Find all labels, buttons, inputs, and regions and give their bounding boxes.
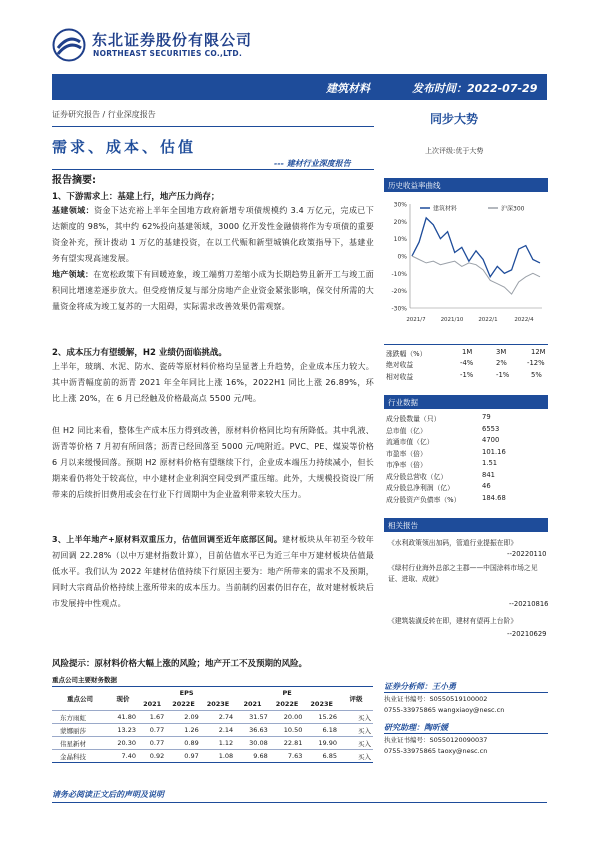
returns-header: 3M: [496, 348, 507, 356]
table-row: [52, 724, 373, 737]
column-header: 2022E: [172, 700, 195, 709]
value-cell: 1.67: [138, 711, 166, 724]
table-caption: 重点公司主要财务数据: [52, 676, 117, 684]
y-tick-label: -10%: [391, 270, 407, 278]
table-row: [52, 711, 373, 724]
value-cell: 0.77: [138, 737, 166, 750]
value-cell: 19.90: [304, 737, 339, 750]
industry-data-row: [386, 459, 546, 470]
company-name-cell: 东方雨虹: [52, 711, 108, 724]
y-tick-label: 20%: [393, 218, 407, 226]
divider: [52, 126, 374, 127]
industry-data-label: 流通市值（亿）: [386, 438, 434, 446]
y-tick-label: 30%: [393, 201, 407, 209]
related-report-date: --20210816: [509, 600, 549, 608]
company-name-cn: 东北证券股份有限公司: [92, 31, 253, 49]
company-name-cell: 蒙娜丽莎: [52, 724, 108, 737]
x-tick-label: 2022/1: [478, 317, 498, 323]
divider: [384, 344, 548, 345]
chart-section-label: 历史收益率曲线: [388, 181, 441, 190]
industry-data-label: 成分股总营收（亿）: [386, 472, 448, 481]
table-row: [52, 737, 373, 750]
returns-value: -4%: [460, 359, 474, 367]
value-cell: 2.09: [166, 711, 200, 724]
returns-header: 12M: [531, 348, 546, 356]
company-name-en: NORTHEAST SECURITIES CO.,LTD.: [93, 49, 243, 58]
returns-value: -1%: [496, 371, 510, 379]
footer-disclaimer[interactable]: 请务必阅读正文后的声明及说明: [52, 790, 164, 799]
section-heading: 2、成本压力有望缓解，H2 业绩仍面临挑战。: [52, 348, 227, 358]
series-line: [412, 256, 540, 294]
returns-header: 涨跌幅（%）: [386, 350, 427, 358]
industry-data-row: [386, 436, 546, 447]
industry-data-row: [386, 413, 546, 424]
returns-value: 2%: [496, 359, 507, 367]
returns-value: -1%: [460, 371, 474, 379]
rating: 同步大势: [430, 112, 479, 126]
industry-data-row: [386, 448, 546, 459]
paragraph-lead: 地产领域：: [52, 270, 94, 279]
returns-row: [386, 371, 546, 382]
value-cell: 0.89: [166, 737, 200, 750]
related-report-link[interactable]: 《建筑装潢反转在即，建材有望再上台阶》: [388, 617, 518, 625]
value-cell: 9.68: [235, 750, 270, 763]
risk-warning: 风险提示：原材料价格大幅上涨的风险；地产开工不及预期的风险。: [52, 659, 308, 669]
industry-data-value: 101.16: [482, 447, 506, 456]
industry-data-row: [386, 494, 546, 505]
column-header: EPS: [138, 687, 235, 699]
analyst-cert: 执业证书编号：S0550120090037: [384, 736, 488, 744]
industry-section-label: 行业数据: [388, 398, 418, 407]
industry-data-value: 841: [482, 470, 495, 479]
rating-cell: 买入: [339, 737, 373, 750]
paragraph-text: 建材板块从年初至今较年初回调 22.28%（以中万建材指数计算），目前估值水平已为近三年中万建材板块估值最低水平。我们认为 2022 年建材估值持续下行原因主要为：地产所带来的需求不及预期，同时大宗商品价格持续上涨所带来的成本压力。当前制约因素仍旧存在，故对建材板块后市发展持中性观点。: [52, 535, 374, 608]
industry-data-value: 46: [482, 482, 491, 490]
industry-data-label: 成分股资产负债率（%）: [386, 495, 461, 504]
column-header: 2023E: [206, 700, 230, 709]
x-tick-label: 2022/4: [514, 317, 534, 323]
rating-cell: 买入: [339, 711, 373, 724]
paragraph-text: 在宽松政策下有回暖迹象，竣工端剪刀差缩小成为长期趋势且新开工与竣工面积同比增速差逐步放大。但受疫情反复与部分房地产企业资金紧张影响，保交付所需的大量资金将成为竣工复苏的一大阻碍，实际需求改善效果仍需观察。: [52, 270, 375, 311]
paragraph: [52, 203, 374, 267]
column-header: 2021: [243, 700, 262, 709]
value-cell: 2.14: [201, 724, 235, 737]
column-header: 现价: [108, 687, 138, 711]
page-title: 需求、成本、估值: [52, 138, 197, 156]
banner-industry: 建筑材料: [326, 82, 370, 95]
divider: [384, 692, 548, 693]
company-name-cell: 金晶科技: [52, 750, 108, 763]
value-cell: 36.63: [235, 724, 270, 737]
value-cell: 0.77: [138, 724, 166, 737]
column-header: 评级: [339, 687, 373, 711]
y-tick-label: 10%: [393, 236, 407, 244]
value-cell: 2.74: [201, 711, 235, 724]
industry-data-row: [386, 425, 546, 436]
value-cell: 1.26: [166, 724, 200, 737]
returns-label: 相对收益: [386, 373, 414, 381]
value-cell: 13.23: [108, 724, 138, 737]
value-cell: 0.97: [166, 750, 200, 763]
value-cell: 7.40: [108, 750, 138, 763]
industry-data-label: 市盈率（倍）: [386, 449, 427, 458]
value-cell: 15.26: [304, 711, 339, 724]
x-tick-label: 2021/7: [406, 317, 426, 323]
value-cell: 6.18: [304, 724, 339, 737]
section-heading: 3、上半年地产+原材料双重压力，估值回调至近年底部区间。: [52, 535, 283, 544]
price-chart: [384, 196, 548, 326]
legend-label: 建筑材料: [433, 205, 458, 213]
value-cell: 20.30: [108, 737, 138, 750]
industry-data-value: 6553: [482, 424, 500, 433]
related-report-link[interactable]: 《水利政策领出加码，管道行业提振在即》: [388, 539, 518, 547]
table-row: [52, 750, 373, 763]
page-subtitle: --- 建材行业深度报告: [274, 159, 351, 168]
paragraph-text: 资金下达充裕上半年全国地方政府新增专项债规模约 3.4 万亿元，完成已下达额度的 98%，其中约 62%投向基建领域，3000 亿开发性金融债将作为专项债的重要资金补充，预计拨动 1 万亿的基建投资，在以工代赈和新型城镇化政策指导下，基建业务有望实现高速发展。: [52, 206, 375, 263]
industry-data-value: 79: [482, 413, 491, 421]
value-cell: 1.08: [201, 750, 235, 763]
paragraph-text: 但 H2 同比来看，整体生产成本压力得到改善，原材料价格同比均有所降低。其中乳液、沥青等价格 7 月初有所回落；沥青已经回落至 5000 元/吨附近。PVC、PE、煤炭等价格 6 月以来缓慢回落。预期 H2 原材料价格有望继续下行，企业成本端压力持续减小，但长期来看仍将处于较高位，中小建材企业利润空间受到严重压缩。此外，大规模投资设厂所带来的后续折旧费用或会在行业下行周期中为企业盈利带来较大压力。: [52, 426, 374, 499]
industry-data-value: 184.68: [482, 493, 506, 502]
company-logo-icon: [52, 28, 86, 62]
value-cell: 1.12: [201, 737, 235, 750]
value-cell: 7.63: [270, 750, 305, 763]
related-report-date: --20210629: [507, 630, 547, 638]
value-cell: 41.80: [108, 711, 138, 724]
related-report-link[interactable]: 《绿村行业海外总部之主郡——中国涂料市场之见证、进取、成就》: [388, 564, 538, 583]
returns-value: -12%: [527, 359, 545, 367]
y-tick-label: -20%: [391, 288, 407, 296]
column-header: 2023E: [310, 700, 333, 709]
paragraph: [52, 532, 374, 612]
column-header: 重点公司: [52, 687, 108, 711]
legend-label: 沪深300: [501, 205, 525, 213]
y-tick-label: -30%: [391, 305, 407, 313]
value-cell: 22.81: [270, 737, 305, 750]
returns-label: 绝对收益: [386, 361, 414, 369]
column-header: 2022E: [275, 700, 299, 709]
returns-row: [386, 359, 546, 370]
column-header: PE: [235, 687, 339, 699]
divider: [384, 733, 548, 734]
divider: [52, 169, 374, 170]
banner-date: 发布时间：2022-07-29: [412, 82, 538, 95]
analyst-heading: 证券分析师：王小勇: [384, 682, 456, 691]
breadcrumb: 证券研究报告 / 行业深度报告: [52, 110, 156, 119]
rating-cell: 买入: [339, 724, 373, 737]
analyst-heading: 研究助理：陶昕媛: [384, 723, 448, 732]
returns-header: 1M: [462, 348, 473, 356]
industry-data-value: 4700: [482, 436, 500, 444]
returns-value: 5%: [531, 371, 542, 379]
y-tick-label: 0%: [397, 253, 407, 261]
paragraph: [52, 423, 374, 503]
rating-cell: 买入: [339, 750, 373, 763]
company-name-cell: 伟星新材: [52, 737, 108, 750]
analyst-cert: 执业证书编号：S0550519100002: [384, 695, 488, 703]
value-cell: 30.08: [235, 737, 270, 750]
industry-data-label: 成分股总净利润（亿）: [386, 484, 454, 492]
section-heading: 1、下游需求上：基建上行，地产压力尚存；: [52, 192, 220, 202]
analyst-contact[interactable]: 0755-33975865 taoxy@nesc.cn: [384, 747, 488, 755]
paragraph: [52, 359, 374, 407]
financial-table: [52, 686, 373, 763]
paragraph-lead: 基建领域：: [52, 206, 95, 215]
value-cell: 0.92: [138, 750, 166, 763]
x-tick-label: 2021/10: [440, 317, 464, 323]
industry-data-row: [386, 471, 546, 482]
paragraph: [52, 267, 374, 315]
series-line: [412, 218, 540, 277]
industry-data-label: 总市值（亿）: [386, 426, 427, 435]
industry-data-value: 1.51: [482, 459, 498, 467]
related-report-date: --20220110: [507, 550, 547, 558]
related-section-label: 相关报告: [388, 521, 418, 530]
value-cell: 31.57: [235, 711, 270, 724]
value-cell: 10.50: [270, 724, 305, 737]
industry-data-row: [386, 482, 546, 493]
column-header: 2021: [143, 700, 162, 709]
paragraph-text: 上半年，玻璃、水泥、防水、瓷砖等原材料价格均呈显著上升趋势，企业成本压力较大。其中沥青幅度前的沥青 2021 年全年同比上涨 16%，2022H1 同比上涨 26.89%，环比上涨 20%，在 6 月已经触及价格最高点 5500 元/吨。: [52, 362, 374, 403]
last-rating: 上次评级:优于大势: [425, 147, 484, 155]
value-cell: 20.00: [270, 711, 305, 724]
industry-data-label: 市净率（倍）: [386, 461, 427, 469]
value-cell: 6.85: [304, 750, 339, 763]
analyst-contact[interactable]: 0755-33975865 wangxiaoy@nesc.cn: [384, 706, 505, 714]
summary-heading: 报告摘要:: [52, 175, 96, 186]
divider: [52, 802, 547, 803]
industry-data-label: 成分股数量（只）: [386, 415, 441, 423]
returns-header-row: [386, 348, 546, 359]
